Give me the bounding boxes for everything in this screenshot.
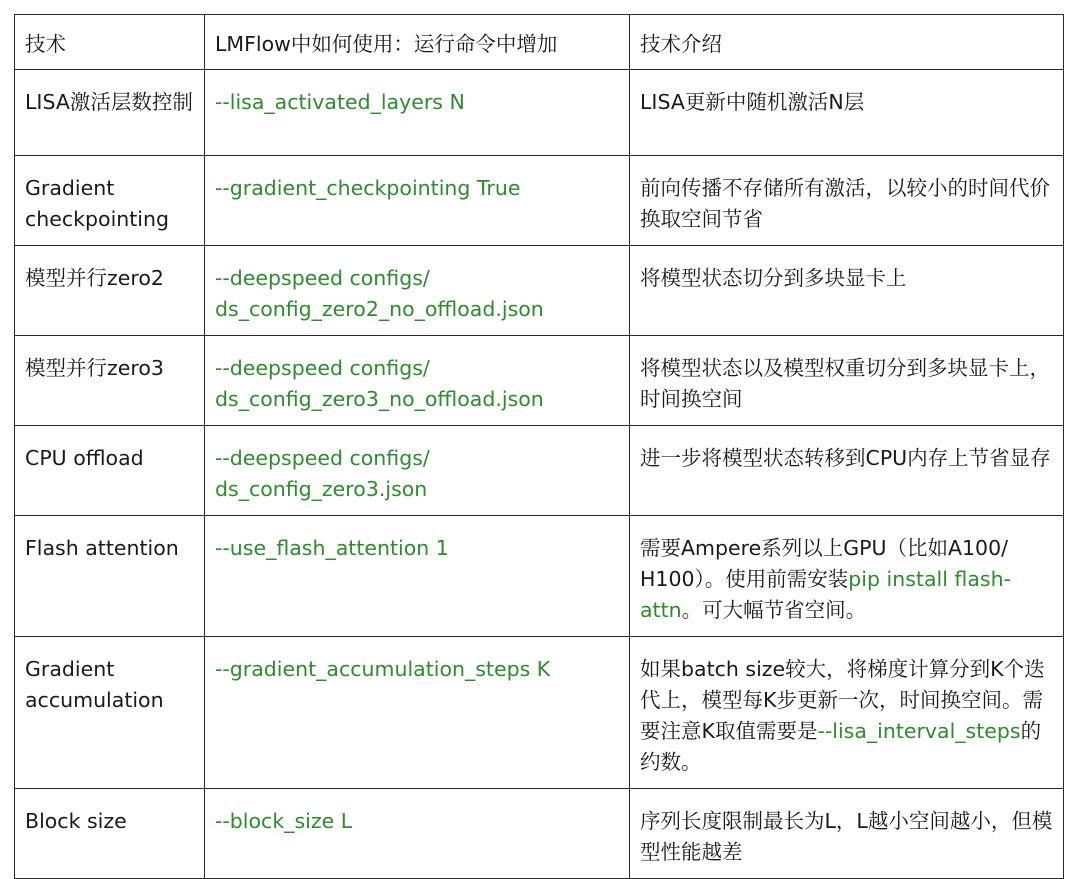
table-row: [15, 246, 1064, 336]
cell-technique: Block size: [15, 789, 205, 879]
lmflow-techniques-table: [14, 14, 1064, 879]
cell-description: [630, 789, 1064, 879]
cell-command: --deepspeed configs/ ds_config_zero2_no_offload.json: [205, 246, 630, 336]
header-description: 技术介绍: [630, 15, 1064, 70]
description-text: 。可大幅节省空间。: [681, 598, 867, 622]
description-text: 序列长度限制最长为L，L越小空间越小，但模型性能越差: [640, 809, 1053, 864]
description-text: 将模型状态以及模型权重切分到多块显卡上，时间换空间: [640, 356, 1050, 411]
cell-command: --gradient_accumulation_steps K: [205, 637, 630, 789]
cell-technique: LISA激活层数控制: [15, 70, 205, 156]
cell-technique: 模型并行zero3: [15, 336, 205, 426]
cell-description: [630, 426, 1064, 516]
header-usage: LMFlow中如何使用：运行命令中增加: [205, 15, 630, 70]
description-text: 前向传播不存储所有激活，以较小的时间代价换取空间节省: [640, 176, 1050, 231]
cell-description: [630, 246, 1064, 336]
cell-command: --block_size L: [205, 789, 630, 879]
cell-description: [630, 336, 1064, 426]
cell-description: [630, 70, 1064, 156]
cell-command: --lisa_activated_layers N: [205, 70, 630, 156]
cell-command: --deepspeed configs/ ds_config_zero3_no_offload.json: [205, 336, 630, 426]
table-row: [15, 637, 1064, 789]
cell-description: [630, 516, 1064, 637]
cell-technique: 模型并行zero2: [15, 246, 205, 336]
description-text: 的约数。: [640, 719, 1042, 774]
description-text: 进一步将模型状态转移到CPU内存上节省显存: [640, 446, 1051, 470]
description-text: 如果batch size较大，将梯度计算分到K个迭代上，模型每K步更新一次，时间换空间。需要注意K取值需要是: [640, 657, 1045, 743]
header-technique: 技术: [15, 15, 205, 70]
cell-command: --gradient_checkpointing True: [205, 156, 630, 246]
table-header-row: [15, 15, 1064, 70]
table-row: [15, 336, 1064, 426]
table-row: [15, 156, 1064, 246]
cell-command: --use_flash_attention 1: [205, 516, 630, 637]
cell-technique: Gradient accumulation: [15, 637, 205, 789]
table-row: [15, 789, 1064, 879]
table-row: [15, 70, 1064, 156]
cell-technique: CPU offload: [15, 426, 205, 516]
cell-description: [630, 156, 1064, 246]
description-text: 需要Ampere系列以上GPU（比如A100/ H100）。使用前需安装: [640, 536, 1009, 591]
description-text: LISA更新中随机激活N层: [640, 90, 865, 114]
description-text: 将模型状态切分到多块显卡上: [640, 266, 907, 290]
cell-technique: Flash attention: [15, 516, 205, 637]
description-command-text: pip install flash-attn: [640, 567, 1011, 622]
description-command-text: --lisa_interval_steps: [817, 719, 1021, 743]
cell-description: [630, 637, 1064, 789]
table-row: [15, 426, 1064, 516]
cell-technique: Gradient checkpointing: [15, 156, 205, 246]
table-row: [15, 516, 1064, 637]
cell-command: --deepspeed configs/ ds_config_zero3.json: [205, 426, 630, 516]
